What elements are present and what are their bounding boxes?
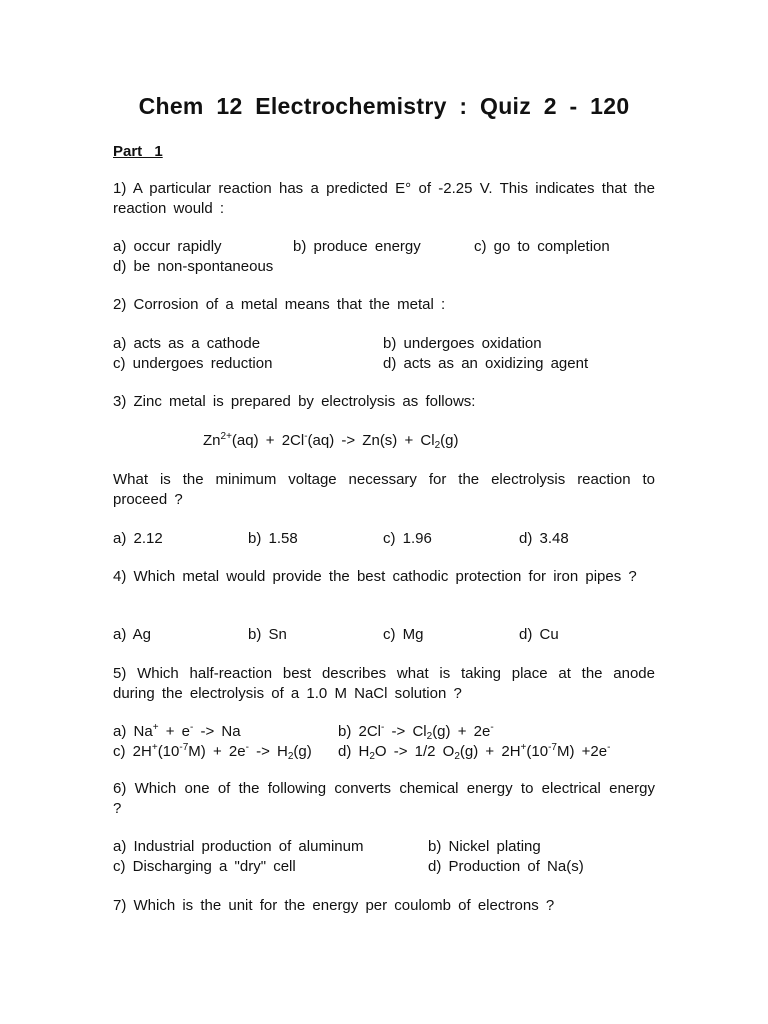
q3-option-a: a) 2.12 (113, 530, 163, 547)
q2-option-b: b) undergoes oxidation (383, 335, 542, 352)
q2-option-c: c) undergoes reduction (113, 355, 273, 372)
q3-option-b: b) 1.58 (248, 530, 298, 547)
q1-option-a: a) occur rapidly (113, 238, 222, 255)
q1-option-c: c) go to completion (474, 238, 610, 255)
part-heading: Part 1 (113, 143, 163, 160)
question-6-text: 6) Which one of the following converts chemical energy to electrical energy ? (113, 780, 655, 817)
q5-option-a: a) Na+ + e- -> Na (113, 722, 241, 740)
q6-option-c: c) Discharging a "dry" cell (113, 858, 296, 875)
question-7-text: 7) Which is the unit for the energy per coulomb of electrons ? (113, 897, 555, 914)
q3-option-c: c) 1.96 (383, 530, 432, 547)
q1-option-b: b) produce energy (293, 238, 421, 255)
electrolysis-equation: $Zn^{2+}(aq) + 2Cl^-(aq) -> Zn(s) + Cl_2(g)$ (203, 431, 459, 451)
q1-option-d: d) be non-spontaneous (113, 258, 274, 275)
question-2-text: 2) Corrosion of a metal means that the metal : (113, 296, 446, 313)
question-3-prompt: What is the minimum voltage necessary for the electrolysis reaction to proceed ? (113, 471, 655, 508)
q5-option-d: d) $H_2O -> 1/2$ $O_2(g) + 2H^+(10^{-7}M) +2e^-$ (338, 742, 611, 762)
q6-option-a: a) Industrial production of aluminum (113, 838, 364, 855)
page-title: Chem 12 Electrochemistry : Quiz 2 - 120 (138, 93, 630, 119)
q5-option-c: c) $2H^+(10^{-7}M) + 2e^- -> H_2(g)$ (113, 742, 312, 762)
question-3-text: 3) Zinc metal is prepared by electrolysis as follows: (113, 393, 476, 410)
q2-option-d: d) acts as an oxidizing agent (383, 355, 589, 372)
question-4-text: 4) Which metal would provide the best cathodic protection for iron pipes ? (113, 568, 637, 585)
q2-option-a: a) acts as a cathode (113, 335, 261, 352)
q4-option-b: b) Sn (248, 626, 287, 643)
q4-option-a: a) Ag (113, 626, 152, 643)
q4-option-d: d) Cu (519, 626, 559, 643)
q5-option-b: b) $2Cl^- -> Cl_2(g) + 2e^-$ (338, 722, 494, 742)
q6-option-d: d) Production of Na(s) (428, 858, 584, 875)
q3-option-d: d) 3.48 (519, 530, 569, 547)
question-5-text: 5) Which half-reaction best describes what is taking place at the anode during the electrolysis of a 1.0 M NaCl solution ? (113, 665, 655, 702)
question-1-text: 1) A particular reaction has a predicted E° of -2.25 V. This indicates that the reaction would : (113, 180, 655, 217)
q6-option-b: b) Nickel plating (428, 838, 541, 855)
q4-option-c: c) Mg (383, 626, 424, 643)
